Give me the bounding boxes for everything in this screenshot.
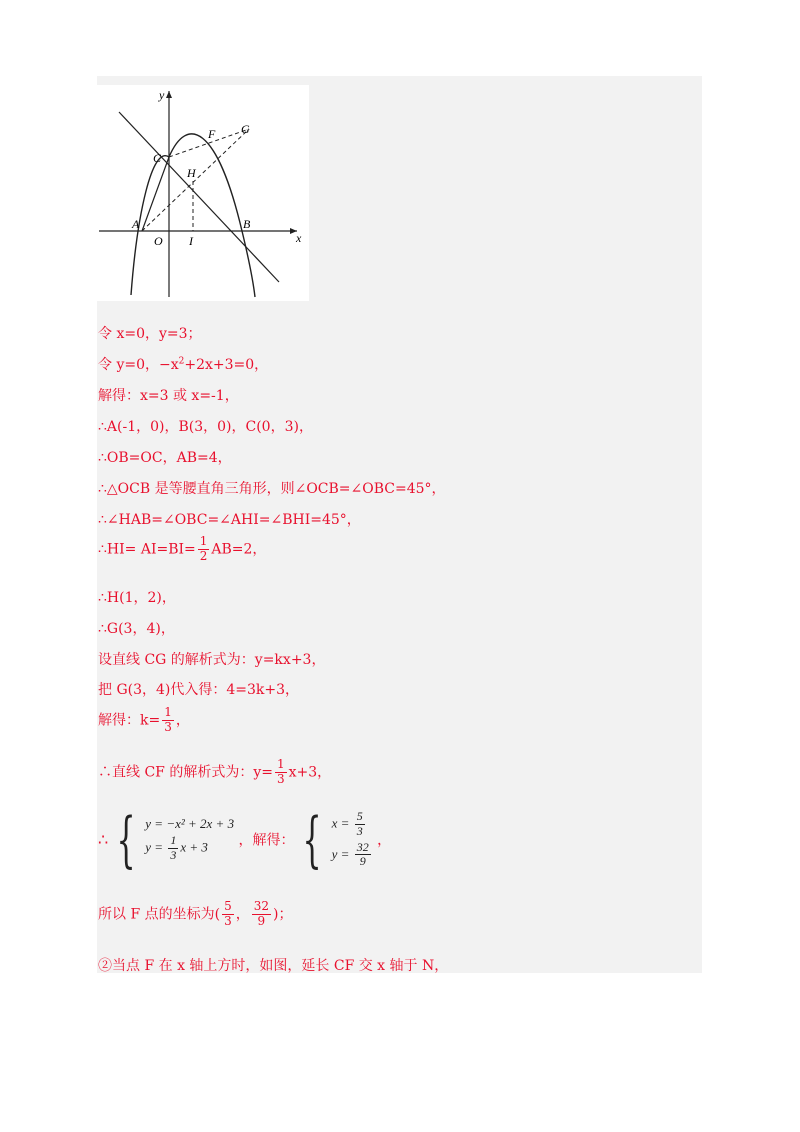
line-ag xyxy=(142,129,249,231)
fraction-numerator: 32 xyxy=(356,839,369,854)
system-2-row-1-lhs: x = xyxy=(331,815,353,831)
fraction-denominator: 9 xyxy=(359,854,366,869)
equation-system-1 xyxy=(145,814,234,865)
solution-line-10: ∴G(3，4)， xyxy=(98,621,175,637)
line-16-separator: ， xyxy=(235,906,250,923)
label-h: H xyxy=(187,166,196,180)
line-14-part-a: ∴直线 CF 的解析式为：y= xyxy=(98,764,273,781)
fraction-third xyxy=(275,758,287,787)
solution-line-11: 设直线 CG 的解析式为：y=kx+3， xyxy=(98,652,326,668)
fraction-denominator: 3 xyxy=(276,771,285,786)
fraction-numerator: 1 xyxy=(164,705,172,719)
line-2-part-a: 令 y=0，−x xyxy=(98,357,179,373)
label-a: A xyxy=(132,217,140,231)
fraction-numerator: 32 xyxy=(253,899,269,913)
line-15-solve: ，解得： xyxy=(238,832,295,849)
fraction-third xyxy=(162,706,174,735)
solution-line-15 xyxy=(98,804,392,875)
label-g: G xyxy=(241,122,250,136)
line-15-end: ， xyxy=(377,832,392,849)
line-14-part-b: x+3， xyxy=(288,764,332,781)
fraction-numerator: 5 xyxy=(356,809,363,823)
solution-line-4: ∴A(-1，0)，B(3，0)，C(0，3)， xyxy=(98,419,313,435)
line-cb xyxy=(119,112,279,282)
geometry-diagram xyxy=(97,85,309,301)
system-1-row-2-lhs: y = xyxy=(145,839,167,855)
line-15-therefore: ∴ xyxy=(98,830,109,850)
solution-line-14 xyxy=(98,758,331,787)
system-2-row-1 xyxy=(332,810,373,839)
fraction-numerator: 1 xyxy=(170,833,177,848)
fraction-32-ninths xyxy=(355,841,371,870)
fraction-denominator: 2 xyxy=(199,548,208,563)
label-o: O xyxy=(154,234,163,248)
fraction-denominator: 3 xyxy=(170,848,177,863)
label-i: I xyxy=(189,234,193,248)
line-8-part-a: ∴HI= AI=BI= xyxy=(98,541,196,558)
fraction-denominator: 3 xyxy=(224,913,232,928)
line-16-part-b: )； xyxy=(273,906,293,923)
y-axis-arrow-icon xyxy=(166,91,172,98)
fraction-denominator: 3 xyxy=(356,823,363,838)
label-b: B xyxy=(243,217,251,231)
line-2-part-b: +2x+3=0， xyxy=(184,357,269,373)
solution-line-2 xyxy=(98,354,268,374)
label-f: F xyxy=(208,127,216,141)
system-2-row-2-lhs: y = xyxy=(331,845,353,861)
line-2-superscript: 2 xyxy=(178,356,185,367)
solution-line-3: 解得：x=3 或 x=-1， xyxy=(98,388,239,404)
fraction-numerator: 1 xyxy=(199,534,208,548)
fraction-numerator: 1 xyxy=(276,757,285,771)
system-1-row-2 xyxy=(145,834,234,863)
fraction-denominator: 9 xyxy=(257,913,266,928)
solution-line-5: ∴OB=OC，AB=4， xyxy=(98,450,232,466)
solution-line-6: ∴△OCB 是等腰直角三角形，则∠OCB=∠OBC=45°， xyxy=(98,481,446,497)
line-ac xyxy=(142,157,169,231)
system-brace-2: { xyxy=(302,804,322,875)
solution-line-12: 把 G(3，4)代入得：4=3k+3， xyxy=(98,682,300,698)
solution-line-1: 令 x=0，y=3； xyxy=(98,326,202,342)
line-13-part-b: ， xyxy=(175,712,190,729)
fraction-five-thirds xyxy=(222,900,234,929)
system-brace-1: { xyxy=(116,804,136,875)
fraction-half xyxy=(198,535,210,564)
label-y: y xyxy=(159,88,165,102)
label-x: x xyxy=(296,231,302,245)
system-1-row-1: y = −x² + 2x + 3 xyxy=(145,816,235,832)
equation-system-2 xyxy=(332,808,373,871)
line-13-part-a: 解得：k= xyxy=(98,712,161,729)
system-1-row-2-rhs: x + 3 xyxy=(180,839,208,855)
fraction-third xyxy=(168,834,178,863)
fraction-32-ninths xyxy=(252,900,271,929)
parabola-curve xyxy=(131,134,255,297)
line-8-part-b: AB=2， xyxy=(211,541,267,558)
fraction-five-thirds xyxy=(355,810,365,839)
system-2-row-2 xyxy=(332,841,373,870)
fraction-numerator: 5 xyxy=(224,899,232,913)
line-16-part-a: 所以 F 点的坐标为( xyxy=(98,906,221,923)
solution-line-17: ②当点 F 在 x 轴上方时，如图，延长 CF 交 x 轴于 N， xyxy=(98,958,449,974)
solution-line-9: ∴H(1，2)， xyxy=(98,590,176,606)
solution-line-13 xyxy=(98,706,190,735)
fraction-denominator: 3 xyxy=(164,719,172,734)
solution-line-7: ∴∠HAB=∠OBC=∠AHI=∠BHI=45°， xyxy=(98,512,361,528)
parabola-figure xyxy=(97,85,309,301)
label-c: C xyxy=(153,151,162,165)
solution-line-16 xyxy=(98,900,292,929)
solution-line-8 xyxy=(98,535,266,564)
